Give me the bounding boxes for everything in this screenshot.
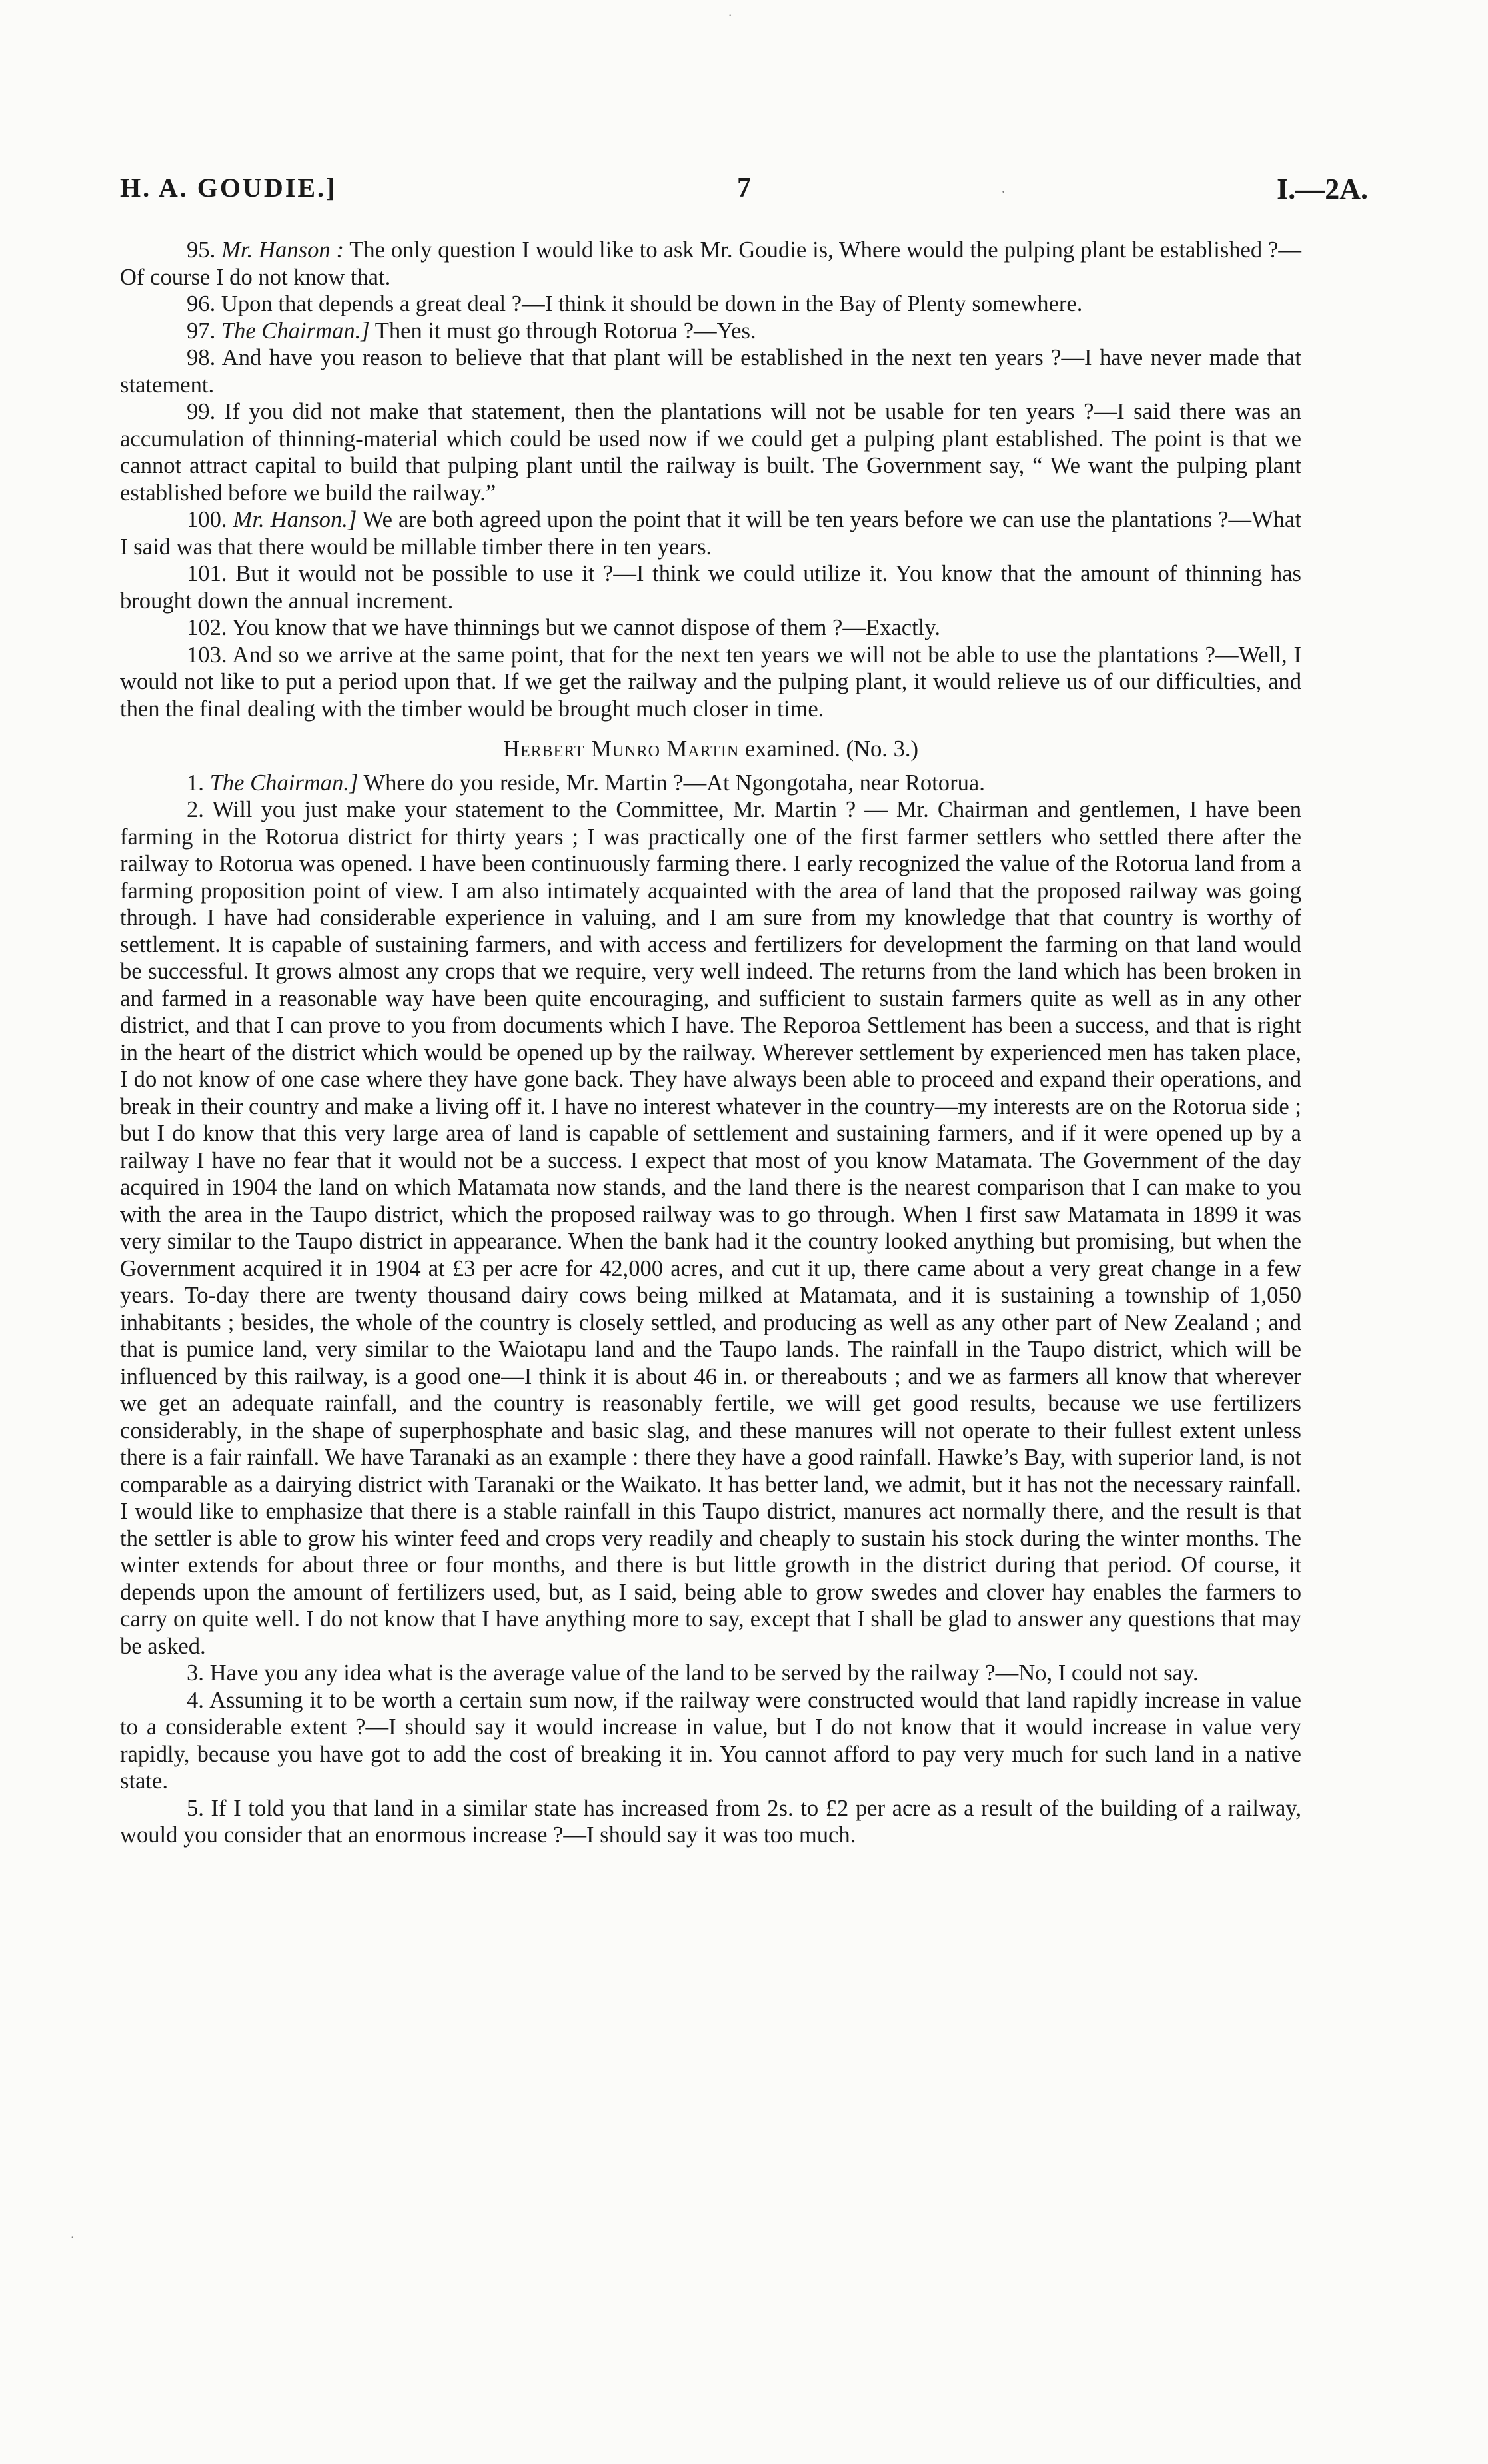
document-reference: I.—2A. [1277,173,1368,205]
question-number: 96. [187,291,221,316]
page-header [120,172,1368,212]
question-paragraph [120,398,1301,506]
question-paragraph [120,344,1301,398]
question-text: The only question I would like to ask Mr. Goudie is, Where would the pulping plant be established ?—Of course I do not know that. [120,237,1301,290]
question-number: 95. [187,237,222,263]
speaker-label: The Chairman.] [221,318,370,344]
question-text: If you did not make that statement, then the plantations will not be usable for ten years ?—I said there was an accumulation of thinning-material which could be used now if we could get a pulping plant established. The point is that we cannot attract capital to build that pulping plant until the railway is built. The Government say, “ We want the pulping plant established before we build the railway.” [120,399,1301,506]
question-text: And have you reason to believe that that plant will be established in the next ten years ?—I have never made that statement. [120,345,1301,398]
section-heading-suffix: examined. (No. 3.) [739,736,919,762]
question-paragraph [120,237,1301,291]
header-witness-name: H. A. GOUDIE.] [120,173,337,203]
witness-examination [120,770,1301,1849]
question-number: 100. [187,507,233,532]
document-body [120,237,1301,1849]
question-paragraph [120,291,1301,318]
question-text: Upon that depends a great deal ?—I think it should be down in the Bay of Plenty somewhere. [221,291,1083,316]
question-paragraph [120,560,1301,614]
scan-mark: · [70,2229,75,2245]
section-heading [120,736,1301,763]
question-text: We are both agreed upon the point that it will be ten years before we can use the plantations ?—What I said was that there would be millable timber there in ten years. [120,507,1302,560]
question-text: Will you just make your statement to the Committee, Mr. Martin ? — Mr. Chairman and gentlemen, I have been farming in the Rotorua district for thirty years ; I was practically one of the first farmer settlers who settled there after the railway to Rotorua was opened. I have been continuously farming there. I early recognized the value of the Rotorua land from a farming proposition point of view. I am also intimately acquainted with the area of land that the proposed railway was going through. I have had considerable experience in valuing, and I am sure from my knowledge that that country is worthy of settlement. It is capable of sustaining farmers, and with access and fertilizers for development the farming on that land would be successful. It grows almost any crops that we require, very well indeed. The returns from the land which has been broken in and farmed in a reasonable way have been quite encouraging, and sufficient to sustain farmers quite as well as in any other district, and that I can prove to you from documents which I have. The Reporoa Settlement has been a success, and that is right in the heart of the district which would be opened up by the railway. Wherever settlement by experienced men has taken place, I do not know of one case where they have gone back. They have always been able to proceed and expand their operations, and break in their country and make a living off it. I have no interest whatever in the country—my interests are on the Rotorua side ; but I do know that this very large area of land is capable of settlement and sustaining farmers, and if it were opened up by a railway I have no fear that it would not be a success. I expect that most of you know Matamata. The Government of the day acquired in 1904 the land on which Matamata now stands, and the land there is the nearest comparison that I can make to you with the area in the Taupo district, which the proposed railway was to go through. When I first saw Matamata in 1899 it was very similar to the Taupo district in appearance. When the bank had it the country looked anything but promising, but when the Government acquired it in 1904 at £3 per acre for 42,000 acres, and cut it up, there came about a very great change in a few years. To-day there are twenty thousand dairy cows being milked at Matamata, and it is sustaining a township of 1,050 inhabitants ; besides, the whole of the country is closely settled, and producing as well as any other part of New Zealand ; and that is pumice land, very similar to the Waiotapu land and the Taupo lands. The rainfall in the Taupo district, which will be influenced by this railway, is a good one—I think it is about 46 in. or thereabouts ; and we as farmers all know that wherever we get an adequate rainfall, and the country is reasonably fertile, we will get good results, because we use fertilizers considerably, in the shape of superphosphate and basic slag, and these manures will not operate to their fullest extent unless there is a fair rainfall. We have Taranaki as an example : there they have a good rainfall. Hawke’s Bay, with superior land, is not comparable as a dairying district with Taranaki or the Waikato. It has better land, we admit, but it has not the necessary rainfall. I would like to emphasize that there is a stable rainfall in this Taupo district, manures act normally there, and the result is that the settler is able to grow his winter feed and crops very readily and cheaply to sustain his stock during the winter months. The winter extends for about three or four months, and there is but little growth in the district during that period. Of course, it depends upon the amount of fertilizers used, but, as I said, being able to grow swedes and clover hay enables the farmers to carry on quite well. I do not know that I have anything more to say, except that I shall be glad to answer any questions that may be asked. [120,797,1301,1659]
examination-continuation [120,237,1301,722]
speaker-label: Mr. Hanson : [221,237,345,263]
question-text: If I told you that land in a similar state has increased from 2s. to £2 per acre as a result of the building of a railway, would you consider that an enormous increase ?—I should say it was too much. [120,1795,1302,1848]
witness-name: Herbert Munro Martin [502,736,740,762]
question-number: 5. [187,1795,211,1821]
question-number: 1. [187,770,210,796]
question-text: Assuming it to be worth a certain sum now, if the railway were constructed would that land rapidly increase in value to a considerable extent ?—I should say it would increase in value, but I do not know that it would increase in value very rapidly, because you have got to add the cost of breaking it in. You cannot afford to pay very much for such land in a native state. [120,1687,1301,1794]
question-number: 3. [187,1660,210,1686]
question-number: 99. [187,399,225,424]
question-number: 4. [187,1687,210,1713]
question-paragraph [120,796,1301,1660]
question-paragraph [120,642,1301,723]
question-paragraph [120,1660,1301,1687]
scan-mark: · [1001,183,1006,200]
question-text: Then it must go through Rotorua ?—Yes. [369,318,756,344]
question-paragraph [120,506,1301,560]
page-number: 7 [737,173,751,203]
question-paragraph [120,1795,1301,1849]
question-paragraph [120,318,1301,345]
question-number: 101. [187,561,236,586]
question-number: 2. [187,797,213,822]
question-text: Have you any idea what is the average value of the land to be served by the railway ?—No, I could not say. [209,1660,1199,1686]
question-number: 102. [187,615,232,640]
question-paragraph [120,614,1301,642]
question-number: 103. [187,642,233,668]
question-number: 97. [187,318,221,344]
question-text: But it would not be possible to use it ?—I think we could utilize it. You know that the amount of thinning has brought down the annual increment. [120,561,1302,614]
question-text: And so we arrive at the same point, that for the next ten years we will not be able to use the plantations ?—Well, I would not like to put a period upon that. If we get the railway and the pulping plant, it would relieve us of our difficulties, and then the final dealing with the timber would be brought much closer in time. [120,642,1301,722]
question-text: You know that we have thinnings but we cannot dispose of them ?—Exactly. [231,615,940,640]
question-text: Where do you reside, Mr. Martin ?—At Ngongotaha, near Rotorua. [358,770,985,796]
speaker-label: Mr. Hanson.] [233,507,357,532]
question-number: 98. [187,345,222,370]
question-paragraph [120,770,1301,797]
question-paragraph [120,1687,1301,1795]
speaker-label: The Chairman.] [209,770,359,796]
scan-mark: · [728,7,733,23]
